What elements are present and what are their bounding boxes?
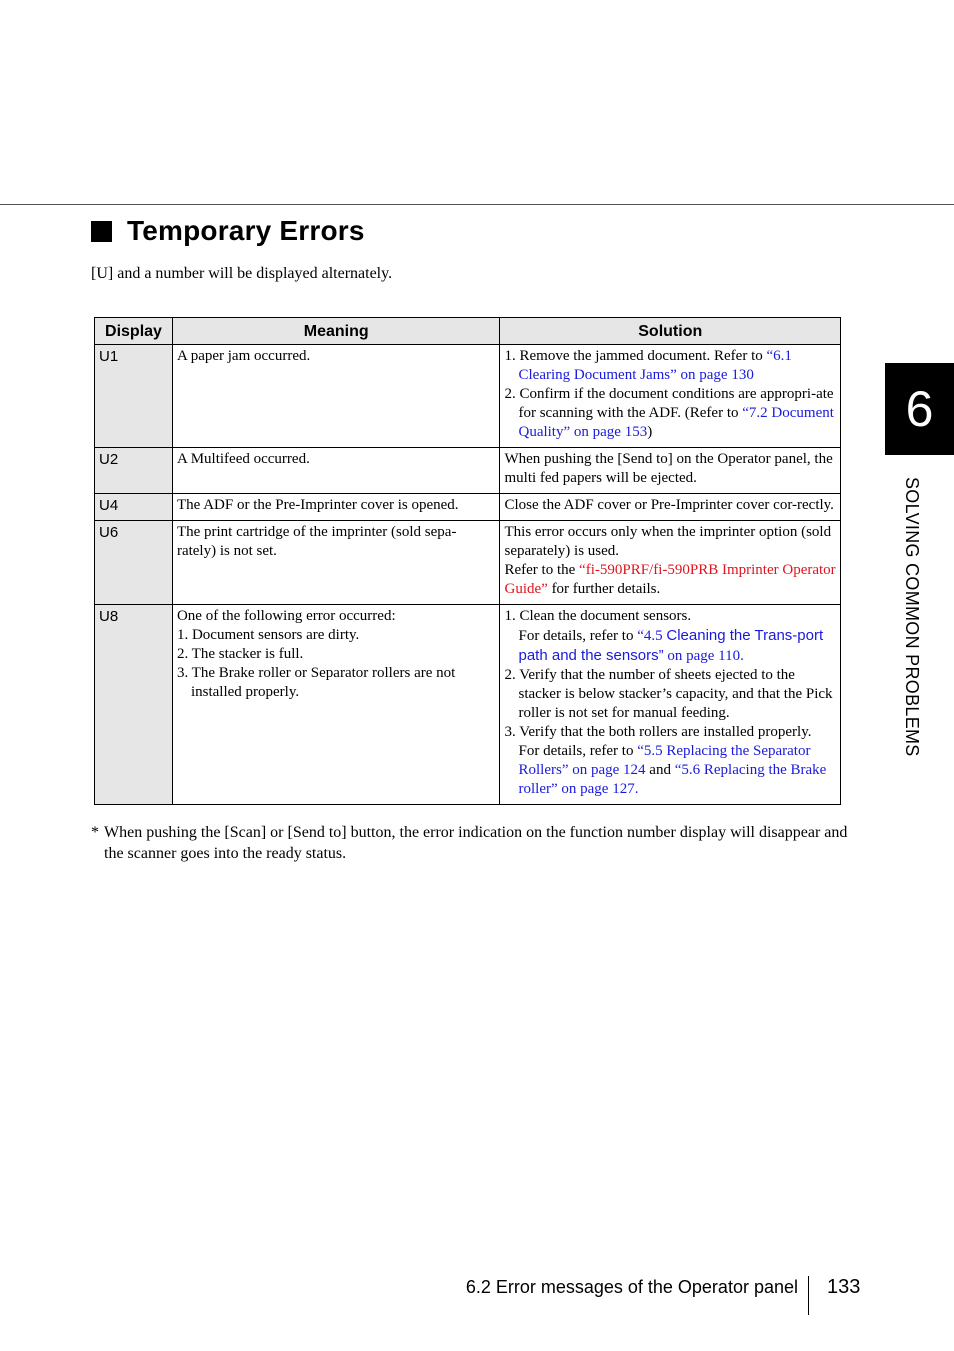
footnote-marker: * <box>91 824 99 841</box>
footer-section-title: 6.2 Error messages of the Operator panel <box>465 1277 798 1297</box>
list-item <box>504 723 836 799</box>
header-meaning: Meaning <box>172 318 500 345</box>
text-run: When pushing the [Send to] on the Operator panel, the multi fed papers will be ejected. <box>504 451 833 486</box>
table-row <box>95 448 841 494</box>
cross-reference-link[interactable]: “7.2 Document Quality” on page 153 <box>518 405 834 440</box>
text-run: Refer to the <box>504 562 580 578</box>
error-meaning <box>172 521 500 605</box>
error-code: U1 <box>95 345 173 448</box>
table-header-row <box>95 318 841 345</box>
cross-reference-link[interactable]: “5.6 Replacing the Brake roller” on page 127. <box>518 762 827 797</box>
header-rule <box>0 204 954 205</box>
intro-text: [U] and a number will be displayed alternately. <box>91 265 393 282</box>
error-meaning <box>172 494 500 521</box>
cross-reference-link[interactable]: Cleaning the Trans-port path and the sensors” <box>518 627 824 664</box>
list-item <box>504 347 836 385</box>
table-row <box>95 605 841 805</box>
table-row <box>95 494 841 521</box>
list-item: 1. Document sensors are dirty. <box>176 627 360 643</box>
text-run: and <box>645 762 675 778</box>
guide-reference-link[interactable]: “fi-590PRF/fi-590PRB Imprinter Operator Guide” <box>504 562 836 597</box>
cross-reference-link[interactable]: on page 110. <box>663 648 744 664</box>
footnote-text: When pushing the [Scan] or [Send to] button, the error indication on the function number display will disappear and the scanner goes into the ready status. <box>104 824 848 862</box>
page-number: 133 <box>827 1276 861 1298</box>
cross-reference-link[interactable]: “5.5 Replacing the Separator Rollers” on page 124 <box>518 743 811 778</box>
error-meaning <box>172 605 500 805</box>
error-solution <box>500 448 841 494</box>
meaning-text: The print cartridge of the imprinter (sold sepa-rately) is not set. <box>176 524 457 559</box>
error-solution <box>500 494 841 521</box>
error-code: U8 <box>95 605 173 805</box>
cross-reference-link[interactable]: “4.5 <box>637 628 667 644</box>
text-run: This error occurs only when the imprinter option (sold separately) is used. <box>504 524 832 559</box>
solution-text <box>504 561 836 599</box>
header-display: Display <box>95 318 173 345</box>
error-code: U6 <box>95 521 173 605</box>
chapter-label: SOLVING COMMON PROBLEMS <box>902 477 922 757</box>
meaning-text: One of the following error occurred: <box>176 608 396 624</box>
list-item: 3. The Brake roller or Separator rollers are not installed properly. <box>176 665 456 700</box>
list-item <box>504 666 836 723</box>
table-row <box>95 345 841 448</box>
text-run: 3. Verify that the both rollers are installed properly. <box>504 724 812 740</box>
section-heading <box>91 212 365 250</box>
error-code: U2 <box>95 448 173 494</box>
solution-steps <box>504 347 836 442</box>
text-run: For details, refer to <box>518 628 638 644</box>
meaning-text: The ADF or the Pre-Imprinter cover is opened. <box>176 497 459 513</box>
text-run: ) <box>647 424 653 440</box>
solution-steps <box>504 607 836 799</box>
error-solution <box>500 345 841 448</box>
meaning-text: A Multifeed occurred. <box>176 451 310 467</box>
error-meaning <box>172 448 500 494</box>
cross-reference-link[interactable]: “6.1 Clearing Document Jams” on page 130 <box>518 348 792 383</box>
header-solution: Solution <box>500 318 841 345</box>
text-run: Close the ADF cover or Pre-Imprinter cover cor-rectly. <box>504 497 834 513</box>
chapter-tab: 6 <box>885 363 954 455</box>
meaning-text: A paper jam occurred. <box>176 348 311 364</box>
solution-text <box>504 450 836 488</box>
text-run: for further details. <box>547 581 661 597</box>
error-table <box>94 317 841 805</box>
meaning-list <box>177 626 496 702</box>
list-item <box>504 607 836 666</box>
text-run: 2. Confirm if the document conditions are appropri-ate for scanning with the ADF. (Refer to <box>504 386 834 421</box>
footer-divider <box>808 1276 809 1315</box>
footnote <box>91 822 851 864</box>
text-run: 1. Remove the jammed document. Refer to <box>504 348 767 364</box>
table-row <box>95 521 841 605</box>
solution-text <box>504 496 836 515</box>
text-run: 2. Verify that the number of sheets ejected to the stacker is below stacker’s capacity, and that the Pick roller is not set for manual feeding. <box>504 667 833 721</box>
text-run: For details, refer to <box>518 743 638 759</box>
list-item: 2. The stacker is full. <box>176 646 304 662</box>
error-code: U4 <box>95 494 173 521</box>
error-solution <box>500 521 841 605</box>
error-solution <box>500 605 841 805</box>
error-meaning <box>172 345 500 448</box>
section-title: Temporary Errors <box>127 215 365 246</box>
solution-text <box>504 523 836 561</box>
square-bullet-icon <box>91 221 112 242</box>
list-item <box>504 385 836 442</box>
text-run: 1. Clean the document sensors. <box>504 608 692 624</box>
